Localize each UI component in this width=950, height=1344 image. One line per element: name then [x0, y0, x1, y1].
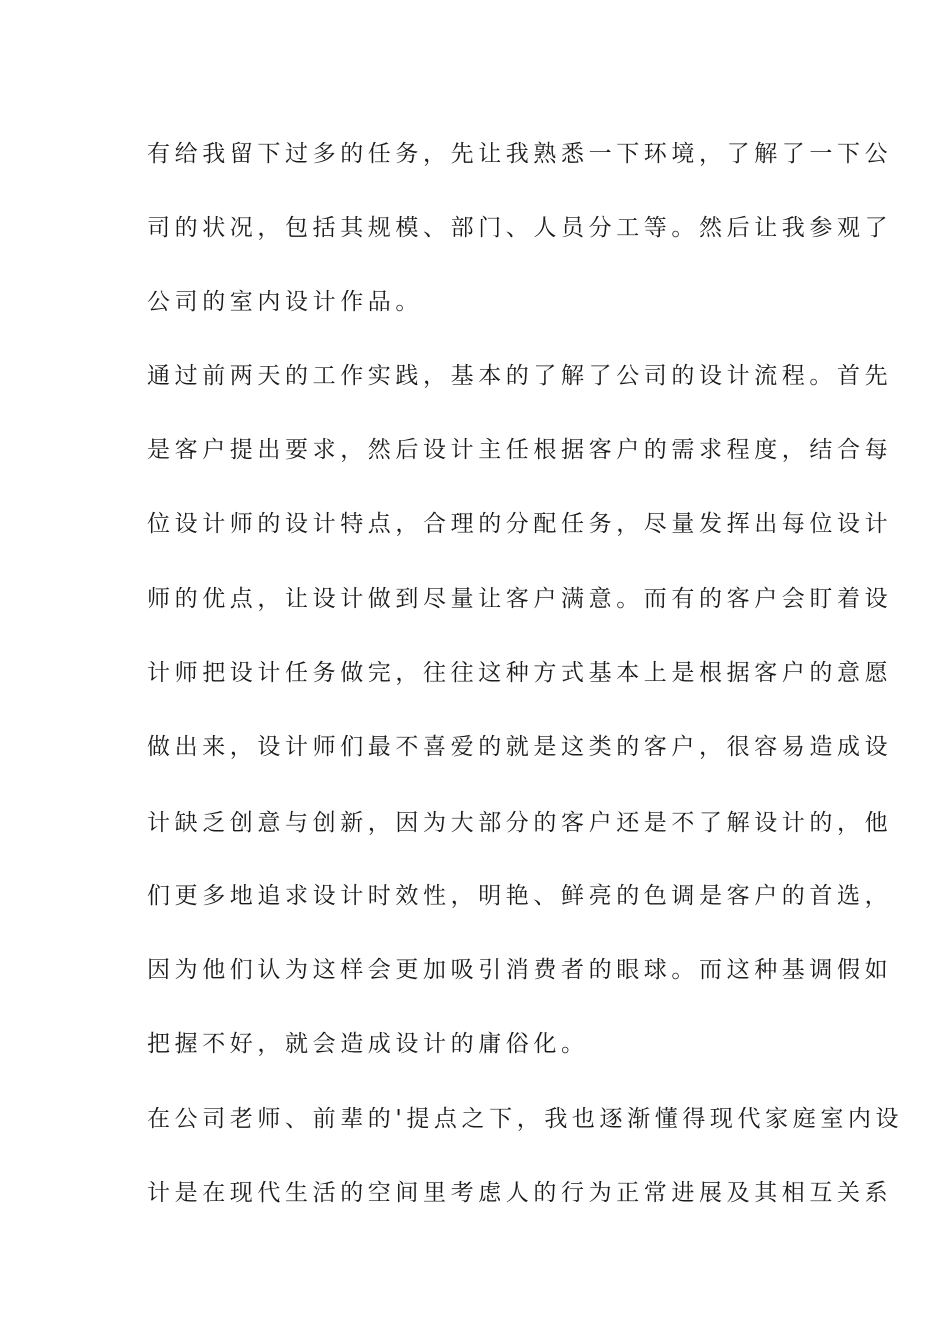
text-line: 计缺乏创意与创新，因为大部分的客户还是不了解设计的，他 [147, 810, 893, 836]
text-line: 有给我留下过多的任务，先让我熟悉一下环境，了解了一下公 [147, 141, 893, 167]
text-line: 做出来，设计师们最不喜爱的就是这类的客户，很容易造成设 [147, 734, 893, 760]
text-line: 位设计师的设计特点，合理的分配任务，尽量发挥出每位设计 [147, 511, 893, 537]
text-line: 在公司老师、前辈的'提点之下，我也逐渐懂得现代家庭室内设 [147, 1106, 904, 1132]
text-line: 们更多地追求设计时效性，明艳、鲜亮的色调是客户的首选， [147, 883, 893, 909]
text-line: 计师把设计任务做完，往往这种方式基本上是根据客户的意愿 [147, 660, 893, 686]
text-line: 司的状况，包括其规模、部门、人员分工等。然后让我参观了 [147, 215, 893, 241]
text-line: 计是在现代生活的空间里考虑人的行为正常进展及其相互关系 [147, 1180, 893, 1206]
text-line: 公司的室内设计作品。 [147, 289, 423, 315]
text-line: 是客户提出要求，然后设计主任根据客户的需求程度，结合每 [147, 437, 893, 463]
text-line: 师的优点，让设计做到尽量让客户满意。而有的客户会盯着设 [147, 586, 893, 612]
text-line: 把握不好，就会造成设计的庸俗化。 [147, 1031, 589, 1057]
text-line: 因为他们认为这样会更加吸引消费者的眼球。而这种基调假如 [147, 957, 893, 983]
text-line: 通过前两天的工作实践，基本的了解了公司的设计流程。首先 [147, 363, 893, 389]
